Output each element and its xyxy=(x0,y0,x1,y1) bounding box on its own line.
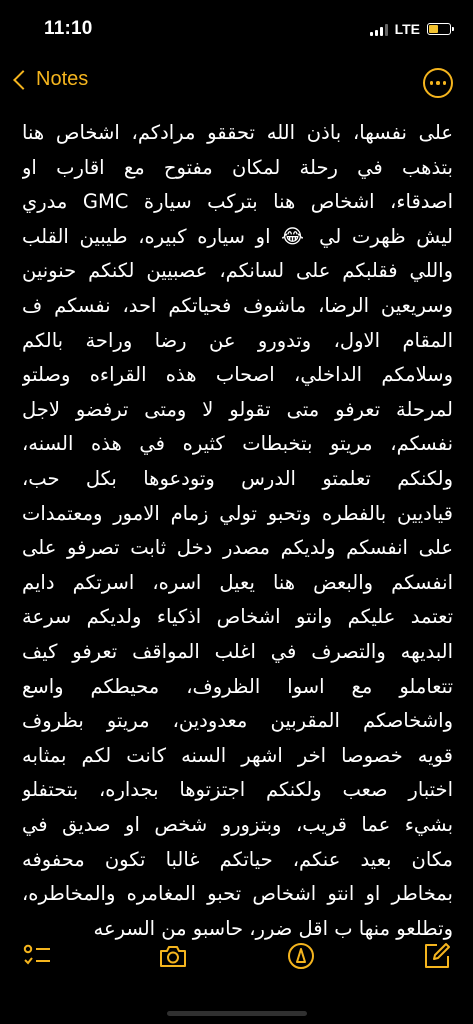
note-text-line: نفسكم، مريتو بتخبطات كثيره في هذه السنه، xyxy=(22,432,453,456)
camera-icon xyxy=(158,941,188,971)
back-button-label: Notes xyxy=(36,68,89,90)
checklist-icon xyxy=(22,941,52,971)
note-text-line: على نفسها، باذن الله تحققو مرادكم، اشخاص هنا xyxy=(22,121,453,144)
compose-button[interactable] xyxy=(422,941,452,971)
note-text-line: وسريعين الرضا، ماشوف فحياتكم احد، نفسكم ف xyxy=(22,294,453,317)
ellipsis-dot xyxy=(443,81,447,85)
note-text-line: بمخاطر او انتو اشخاص تحبو المغامره والمخاطره، xyxy=(22,882,453,906)
note-text-line: على انفسكم ولديكم مصدر دخل ثابت تصرفو على xyxy=(22,536,453,560)
bottom-toolbar xyxy=(0,931,473,987)
markup-pen-icon xyxy=(286,941,316,971)
note-text-line: مكان بعيد عنكم، حياتكم غالبا تكون محفوفه xyxy=(22,847,453,871)
status-time: 11:10 xyxy=(44,18,93,39)
note-text-line: تتعاملو مع اسوا الظروف، محيطكم واسع xyxy=(22,674,453,698)
markup-button[interactable] xyxy=(286,941,316,971)
note-text-line: وتطلعو منها ب اقل ضرر، حاسبو من السرعه xyxy=(93,916,453,940)
cellular-signal-icon xyxy=(370,23,388,36)
more-options-button[interactable] xyxy=(423,68,453,98)
note-body[interactable] xyxy=(0,92,473,944)
battery-level xyxy=(429,25,438,33)
ellipsis-icon xyxy=(430,81,434,85)
status-bar xyxy=(0,0,473,60)
network-type: LTE xyxy=(394,21,420,37)
note-text-line: قويه خصوصا اخر اشهر السنه كانت لكم بمثابه xyxy=(22,743,453,767)
note-text-line: بتذهب في رحلة لمكان مفتوح مع اقارب او xyxy=(22,155,453,179)
checklist-button[interactable] xyxy=(22,941,52,971)
note-text-line: قياديين بالفطره وتحبو تولي زمام الامور ومعتمدات xyxy=(22,501,453,525)
compose-icon xyxy=(422,941,452,971)
battery-icon xyxy=(427,23,451,35)
nav-bar xyxy=(0,60,473,108)
back-button[interactable] xyxy=(10,68,88,91)
note-text-line: ولكنكم تعلمتو الدرس وتودعوها بكل حب، xyxy=(22,467,453,490)
note-text-line: انفسكم والبعض هنا يعيل اسره، اسرتكم دايم xyxy=(22,570,453,594)
note-text-line: لمرحلة تعرفو متى تقولو لا ومتى ترفضو لاجل xyxy=(22,397,453,421)
note-text-line: وسلامكم الداخلي، اصحاب هذه القراءه وصلتو xyxy=(22,363,453,387)
note-text-line: اختبار صعب ولكنكم اجتزتوها بجداره، بتحتفلو xyxy=(22,778,453,802)
note-text-line: بشيء عما قريب، وبتزورو شخص او صديق في xyxy=(22,813,453,836)
note-text-line: واللي فقلبكم على لسانكم، عصبيين لكنكم حنونين xyxy=(22,259,453,283)
home-indicator[interactable] xyxy=(167,1011,307,1016)
note-text-line: اصدقاء، اشخاص هنا بتركب سيارة GMC مدري xyxy=(22,190,453,214)
note-text-line: تعتمد عليكم وانتو اشخاص اذكياء ولديكم سرعة xyxy=(22,605,453,629)
camera-button[interactable] xyxy=(158,941,188,971)
note-text-line: واشخاصكم المقربين معدودين، مريتو بظروف xyxy=(22,709,453,733)
note-text-line: المقام الاول، وتدورو عن رضا وراحة بالكم xyxy=(22,328,453,352)
ellipsis-dot xyxy=(436,81,440,85)
status-icons xyxy=(370,21,451,37)
chevron-left-icon xyxy=(13,70,33,90)
note-text-line: ليش ظهرت لي 😂 او سياره كبيره، طيبين القلب xyxy=(22,224,453,248)
note-text-line: البديهه والتصرف في اغلب المواقف تعرفو كيف xyxy=(22,640,453,663)
